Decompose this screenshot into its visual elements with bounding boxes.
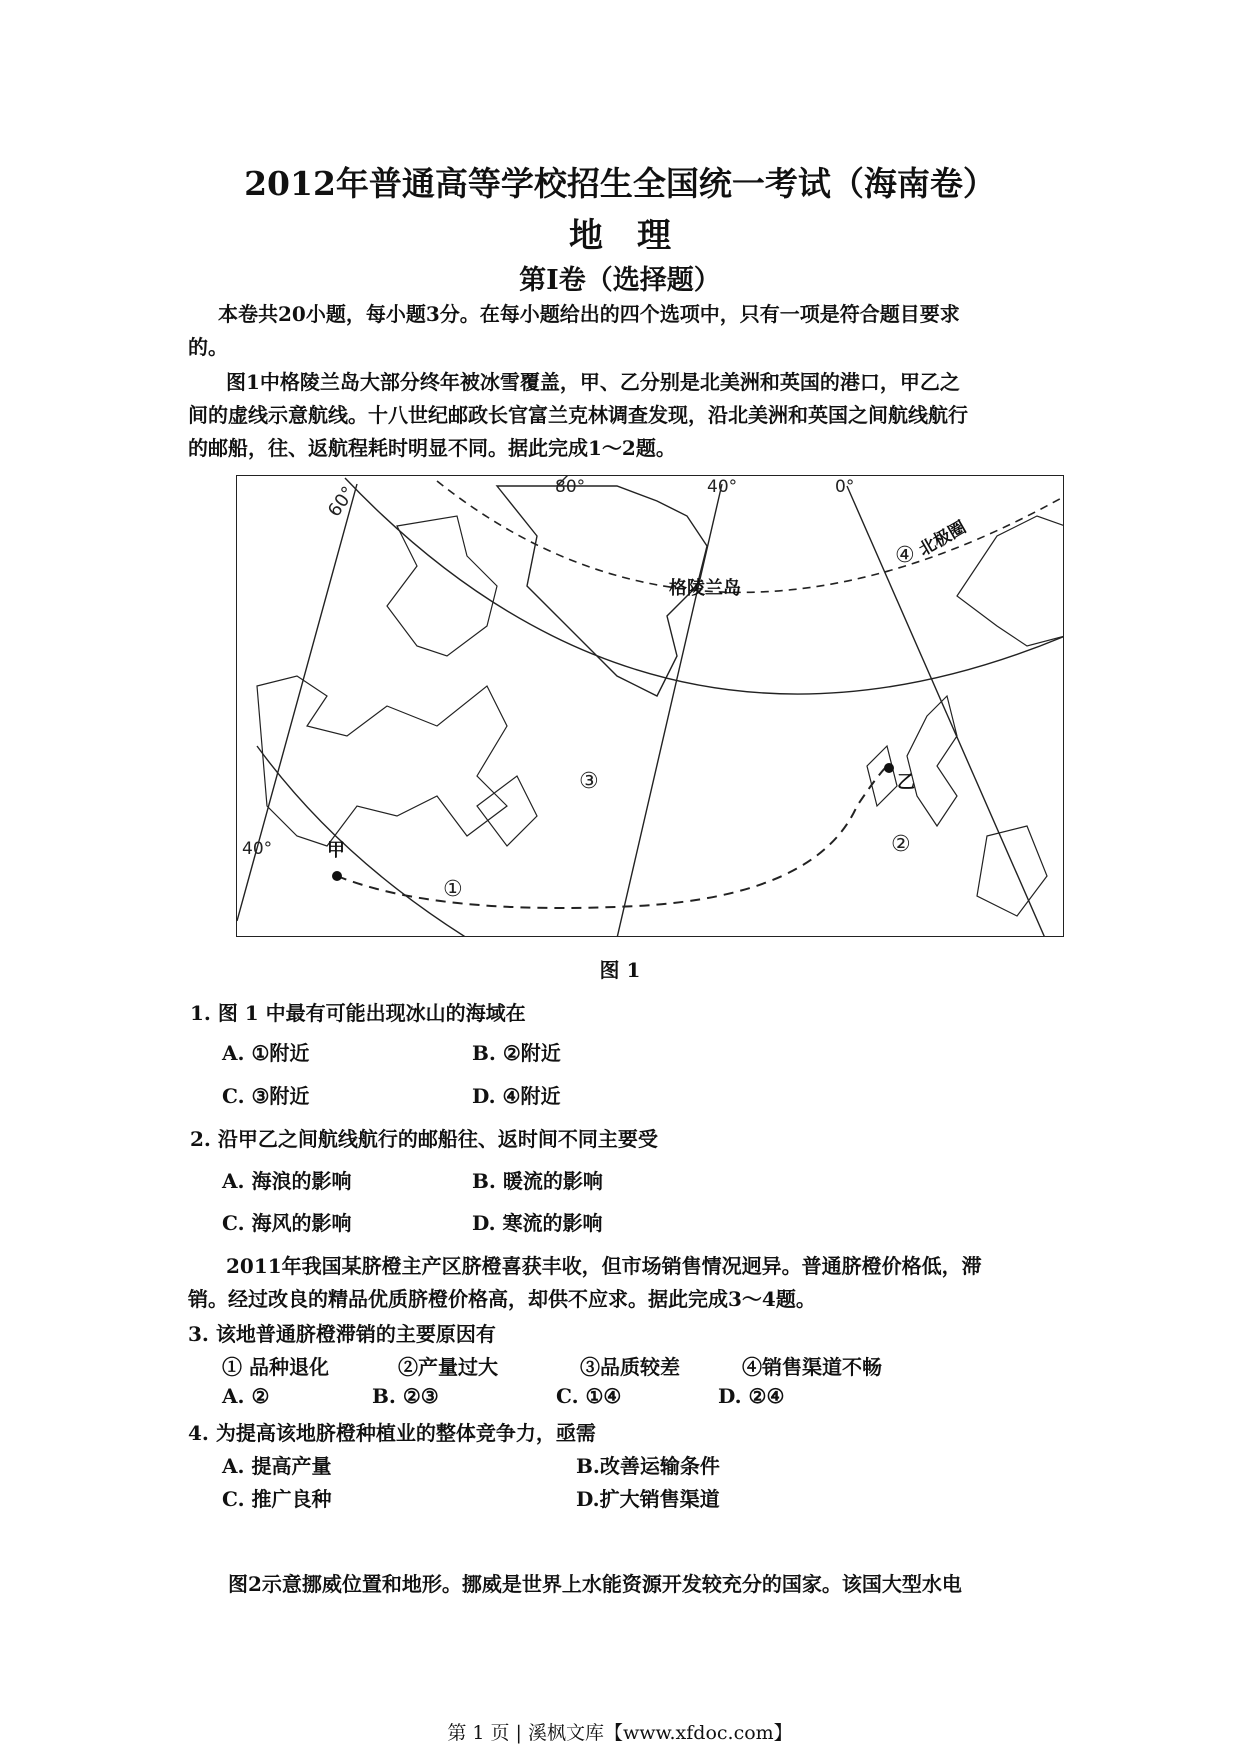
marker-1-label: ①	[443, 877, 463, 902]
scandinavia-coast	[957, 516, 1064, 646]
q3-item-1: ① 品种退化	[222, 1355, 329, 1379]
q3-stem: 3. 该地普通脐橙滞销的主要原因有	[188, 1322, 496, 1346]
lon60-label: 60°	[323, 482, 360, 521]
context1-line-3: 的邮船，往、返航程耗时明显不同。据此完成1～2题。	[188, 436, 676, 460]
baffin-coast	[387, 516, 497, 656]
q1-option-b: B. ②附近	[472, 1041, 561, 1065]
q3-option-a: A. ②	[222, 1384, 270, 1408]
q2-option-b: B. 暖流的影响	[472, 1169, 603, 1193]
q1-stem: 1. 图 1 中最有可能出现冰山的海域在	[190, 1001, 526, 1025]
q3-option-d: D. ②④	[718, 1384, 785, 1408]
intro-line-1: 本卷共20小题，每小题3分。在每小题给出的四个选项中，只有一项是符合题目要求	[218, 302, 960, 326]
context2-line-1: 2011年我国某脐橙主产区脐橙喜获丰收，但市场销售情况迥异。普通脐橙价格低，滞	[226, 1254, 982, 1278]
meridian-0	[847, 486, 1045, 937]
context1-line-1: 图1中格陵兰岛大部分终年被冰雪覆盖，甲、乙分别是北美洲和英国的港口，甲乙之	[226, 370, 960, 394]
port-jia-dot	[332, 871, 342, 881]
greenland-label: 格陵兰岛	[669, 578, 741, 599]
q1-option-d: D. ④附近	[472, 1084, 561, 1108]
context1-line-2: 间的虚线示意航线。十八世纪邮政长官富兰克林调查发现，沿北美洲和英国之间航线航行	[188, 403, 968, 427]
page-footer: 第 1 页 | 溪枫文库【www.xfdoc.com】	[447, 1722, 793, 1744]
marker-3-label: ③	[579, 769, 599, 794]
port-yi-label: 乙	[897, 772, 915, 793]
context2-line-2: 销。经过改良的精品优质脐橙价格高，却供不应求。据此完成3～4题。	[188, 1287, 816, 1311]
lon80-label: 80°	[555, 477, 586, 497]
port-yi-dot	[884, 763, 894, 773]
meridian-40	[617, 484, 722, 937]
q3-item-2: ②产量过大	[398, 1355, 498, 1379]
arctic-circle-label: 北极圈	[915, 517, 970, 561]
lon40-label: 40°	[707, 477, 738, 497]
marker-4-label: ④	[895, 543, 915, 568]
map-svg	[237, 476, 1064, 937]
q3-option-b: B. ②③	[372, 1384, 439, 1408]
intro-line-2: 的。	[188, 335, 228, 359]
ireland-coast	[867, 746, 897, 806]
q3-item-4: ④销售渠道不畅	[742, 1355, 882, 1379]
figure-caption: 图 1	[599, 958, 641, 982]
lon0-label: 0°	[835, 477, 855, 497]
q2-stem: 2. 沿甲乙之间航线航行的邮船往、返时间不同主要受	[190, 1127, 658, 1151]
q4-stem: 4. 为提高该地脐橙种植业的整体竞争力，亟需	[188, 1421, 596, 1445]
marker-2-label: ②	[891, 832, 911, 857]
section-title: 第I卷（选择题）	[519, 265, 721, 296]
subject-title: 地理	[569, 216, 705, 256]
q3-option-c: C. ①④	[556, 1384, 622, 1408]
q4-option-b: B.改善运输条件	[576, 1454, 720, 1478]
newfoundland-coast	[477, 776, 537, 846]
context3-line-1: 图2示意挪威位置和地形。挪威是世界上水能资源开发较充分的国家。该国大型水电	[228, 1572, 962, 1596]
exam-title: 2012年普通高等学校招生全国统一考试（海南卷）	[244, 164, 996, 203]
europe-coast	[977, 826, 1047, 916]
britain-coast	[907, 696, 957, 826]
q3-item-3: ③品质较差	[580, 1355, 680, 1379]
q1-option-a: A. ①附近	[222, 1041, 310, 1065]
q4-option-c: C. 推广良种	[222, 1487, 332, 1511]
shipping-route	[337, 766, 887, 908]
q2-option-a: A. 海浪的影响	[222, 1169, 352, 1193]
lat40-label: 40°	[242, 839, 273, 859]
q2-option-c: C. 海风的影响	[222, 1211, 352, 1235]
q1-option-c: C. ③附近	[222, 1084, 310, 1108]
q4-option-d: D.扩大销售渠道	[576, 1487, 720, 1511]
map-figure-1	[236, 475, 1064, 937]
parallel-40	[257, 746, 467, 937]
q4-option-a: A. 提高产量	[222, 1454, 332, 1478]
q2-option-d: D. 寒流的影响	[472, 1211, 603, 1235]
port-jia-label: 甲	[327, 840, 345, 861]
canada-coast	[257, 676, 507, 846]
